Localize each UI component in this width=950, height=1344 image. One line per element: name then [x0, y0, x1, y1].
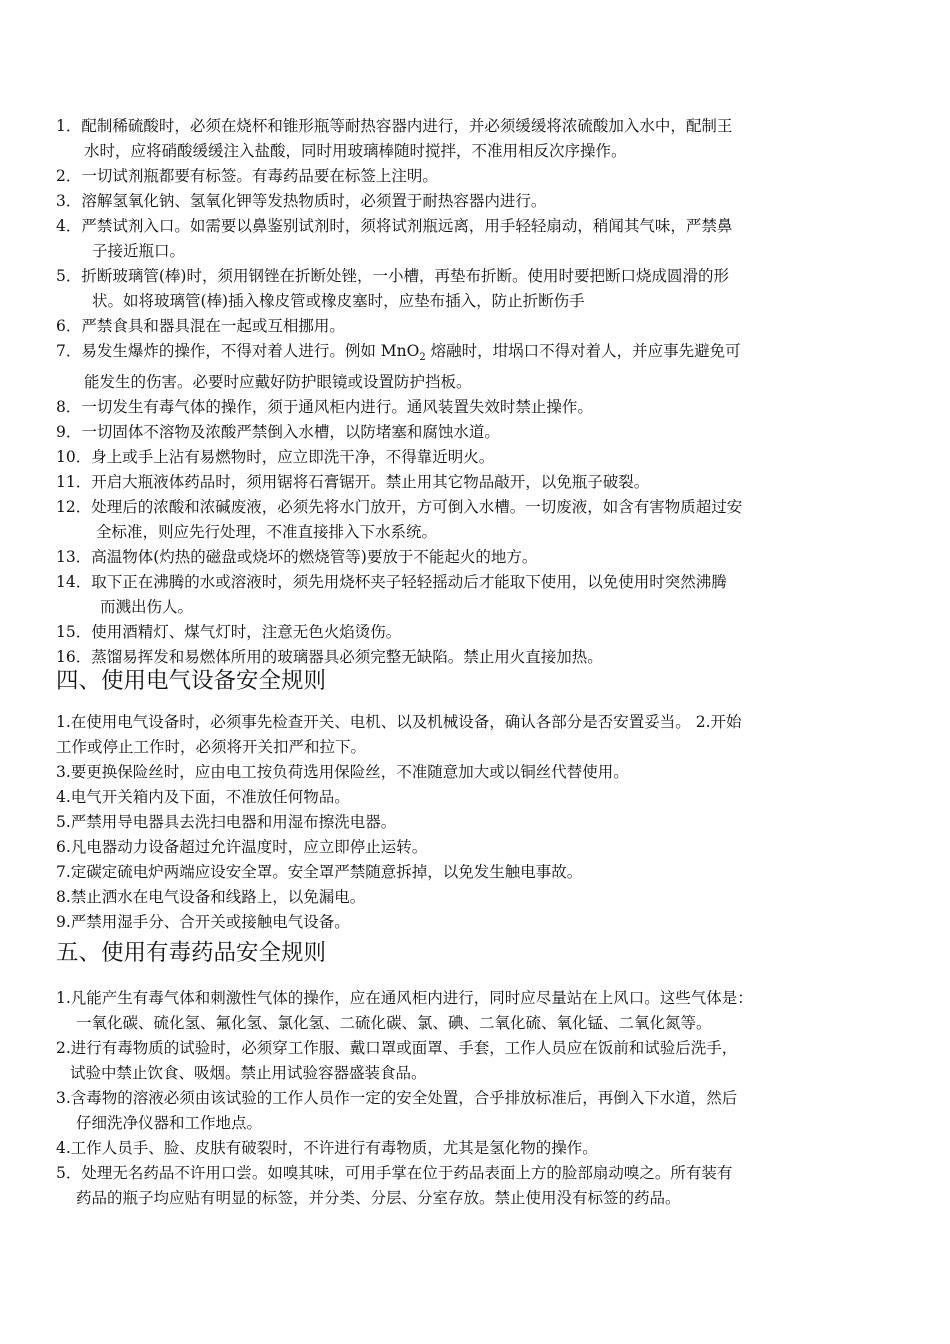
toxic-safety-list [56, 986, 894, 1211]
list-item: 1．配制稀硫酸时，必须在烧杯和锥形瓶等耐热容器内进行，并必须缓缓将浓硫酸加入水中，配制王 水时，应将硝酸缓缓注入盐酸，同时用玻璃棒随时搅拌，不准用相反次序操作。 [56, 117, 733, 160]
list-item: 7.定碳定硫电炉两端应设安全罩。安全罩严禁随意拆掉，以免发生触电事故。 [56, 863, 583, 881]
list-item: 10．身上或手上沾有易燃物时，应立即洗干净，不得靠近明火。 [56, 448, 495, 467]
list-item: 11．开启大瓶液体药品时，须用锯将石膏锯开。禁止用其它物品敲开，以免瓶子破裂。 [56, 473, 650, 492]
section-heading-toxic: 五、使用有毒药品安全规则 [56, 940, 327, 966]
list-item: 13．高温物体(灼热的磁盘或烧坏的燃烧管等)要放于不能起火的地方。 [56, 548, 538, 567]
list-item: 9．一切固体不溶物及浓酸严禁倒入水槽，以防堵塞和腐蚀水道。 [56, 423, 500, 442]
list-item: 14．取下正在沸腾的水或溶液时，须先用烧杯夹子轻轻摇动后才能取下使用，以免使用时突然沸腾 而溅出伤人。 [56, 573, 727, 617]
list-item: 5.严禁用导电器具去洗扫电器和用湿布擦洗电器。 [56, 813, 397, 831]
list-item: 2．一切试剂瓶都要有标签。有毒药品要在标签上注明。 [56, 167, 438, 185]
section-heading-electrical: 四、使用电气设备安全规则 [56, 668, 327, 694]
list-item: 5．处理无名药品不许用口尝。如嗅其味，可用手掌在位于药品表面上方的脸部扇动嗅之。所有装有 药品的瓶子均应贴有明显的标签，并分类、分层、分室存放。禁止使用没有标签的药品。 [56, 1164, 733, 1207]
list-item: 1.凡能产生有毒气体和刺激性气体的操作，应在通风柜内进行，同时应尽量站在上风口。这些气体是： 一氧化碳、硫化氢、氟化氢、氯化氢、二硫化碳、氯、碘、二氧化硫、氧化锰、二氧化氮等。 [56, 989, 753, 1032]
lab-safety-list [56, 114, 894, 670]
list-item: 5．折断玻璃管(棒)时，须用钢锉在折断处锉，一小槽，再垫布折断。使用时要把断口烧成圆滑的形 状。如将玻璃管(棒)插入橡皮管或橡皮塞时，应垫布插入，防止折断伤手 [56, 267, 729, 310]
list-item: 3.含毒物的溶液必须由该试验的工作人员作一定的安全处置，合乎排放标准后，再倒入下水道，然后 仔细洗净仪器和工作地点。 [56, 1089, 738, 1132]
list-item: 1.在使用电气设备时，必须事先检查开关、电机、以及机械设备，确认各部分是否安置妥当。 2.开始 工作或停止工作时，必须将开关扣严和拉下。 [56, 713, 742, 756]
list-item: 7．易发生爆炸的操作，不得对着人进行。例如 MnO$_2$ 熔融时，坩埚口不得对着人，并应事先避免可 能发生的伤害。必要时应戴好防护眼镜或设置防护挡板。 [56, 342, 741, 392]
list-item: 12．处理后的浓酸和浓碱废液，必须先将水门放开，方可倒入水槽。一切废液，如含有害物质超过安 全标准，则应先行处理，不准直接排入下水系统。 [56, 498, 743, 542]
list-item: 8．一切发生有毒气体的操作，须于通风柜内进行。通风装置失效时禁止操作。 [56, 398, 593, 417]
list-item: 15．使用酒精灯、煤气灯时，注意无色火焰烫伤。 [56, 623, 402, 642]
list-item: 3．溶解氢氧化钠、氢氧化钾等发热物质时，必须置于耐热容器内进行。 [56, 192, 547, 210]
list-item: 8.禁止洒水在电气设备和线路上，以免漏电。 [56, 888, 366, 906]
list-item: 3.要更换保险丝时，应由电工按负荷选用保险丝，不准随意加大或以铜丝代替使用。 [56, 763, 629, 781]
list-item: 6.凡电器动力设备超过允许温度时，应立即停止运转。 [56, 838, 428, 856]
list-item: 2.进行有毒物质的试验时，必须穿工作服、戴口罩或面罩、手套，工作人员应在饭前和试验后洗手， 试验中禁止饮食、吸烟。禁止用试验容器盛装食品。 [56, 1039, 738, 1082]
electrical-safety-list [56, 710, 894, 935]
list-item: 4．严禁试剂入口。如需要以鼻鉴别试剂时，须将试剂瓶远离，用手轻轻扇动，稍闻其气味，严禁鼻 子接近瓶口。 [56, 217, 733, 260]
list-item: 9.严禁用湿手分、合开关或接触电气设备。 [56, 913, 350, 931]
list-item: 16．蒸馏易挥发和易燃体所用的玻璃器具必须完整无缺陷。禁止用火直接加热。 [56, 648, 603, 667]
list-item: 4.工作人员手、脸、皮肤有破裂时，不许进行有毒物质，尤其是氢化物的操作。 [56, 1139, 598, 1157]
list-item: 4.电气开关箱内及下面，不准放任何物品。 [56, 788, 350, 806]
list-item: 6．严禁食具和器具混在一起或互相挪用。 [56, 317, 345, 335]
